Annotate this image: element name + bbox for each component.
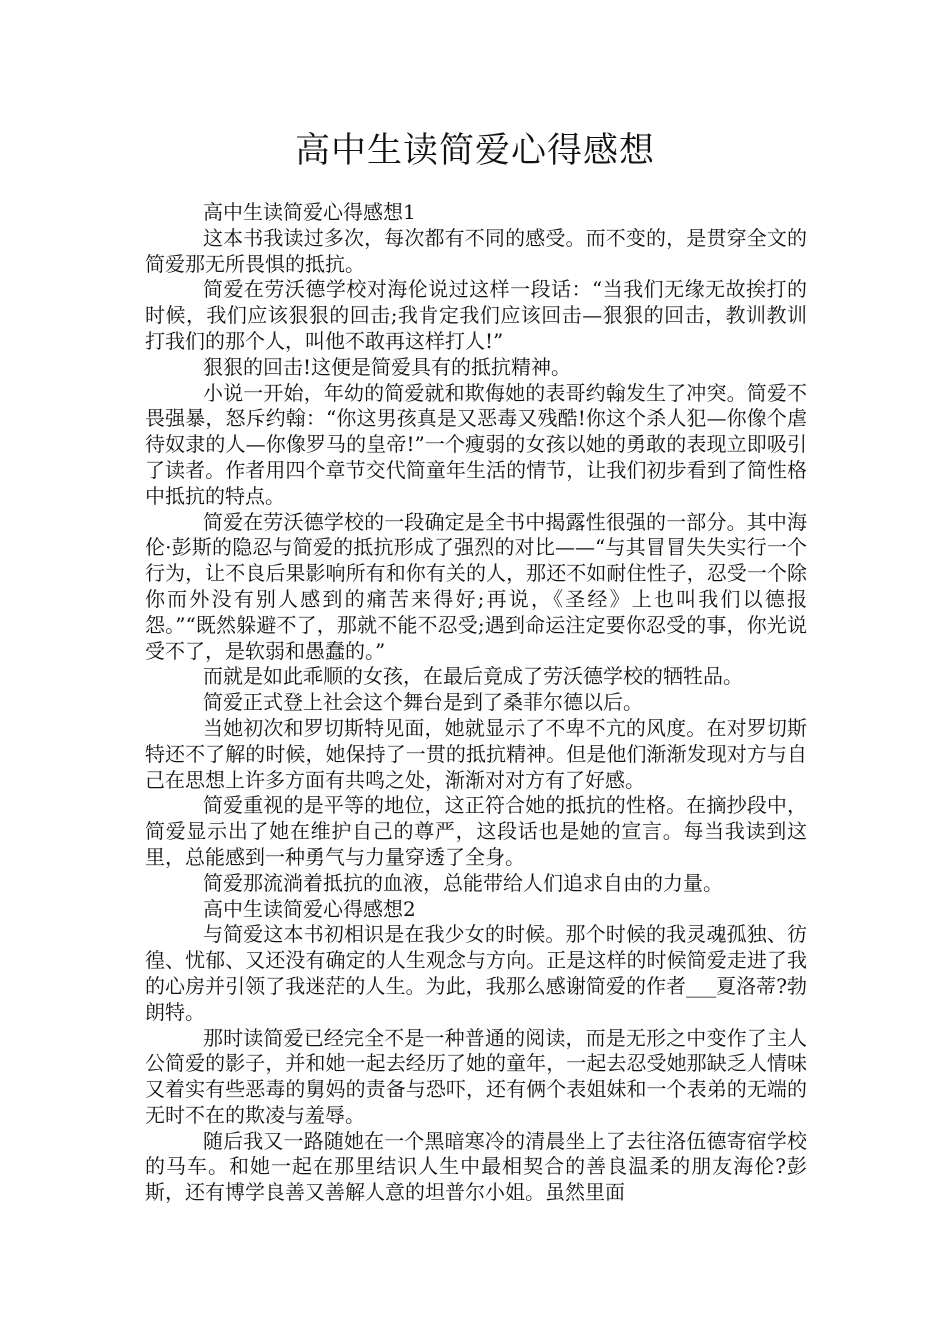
paragraph: 简爱在劳沃德学校对海伦说过这样一段话：“当我们无缘无故挨打的时候，我们应该狠狠的回击;我肯定我们应该回击—狠狠的回击，教训教训打我们的那个人，叫他不敢再这样打人!”	[145, 277, 807, 353]
page-title: 高中生读简爱心得感想	[294, 131, 655, 171]
section-heading-2: 高中生读简爱心得感想2	[203, 896, 416, 921]
paragraph: 随后我又一路随她在一个黑暗寒冷的清晨坐上了去往洛伍德寄宿学校的马车。和她一起在那里结识人生中最相契合的善良温柔的朋友海伦?彭斯，还有博学良善又善解人意的坦普尔小姐。虽然里面	[145, 1128, 807, 1205]
paragraph: 而就是如此乖顺的女孩，在最后竟成了劳沃德学校的牺牲品。	[203, 664, 743, 689]
paragraph: 小说一开始，年幼的简爱就和欺侮她的表哥约翰发生了冲突。简爱不畏强暴，怒斥约翰：“你这男孩真是又恶毒又残酷!你这个杀人犯—你像个虐待奴隶的人—你像罗马的皇帝!”一个瘦弱的女孩以她的勇敢的表现立即吸引了读者。作者用四个章节交代简童年生活的情节，让我们初步看到了简性格中抵抗的特点。	[145, 380, 807, 508]
paragraph: 这本书我读过多次，每次都有不同的感受。而不变的，是贯穿全文的简爱那无所畏惧的抵抗。	[145, 225, 807, 276]
paragraph: 当她初次和罗切斯特见面，她就显示了不卑不亢的风度。在对罗切斯特还不了解的时候，她保持了一贯的抵抗精神。但是他们渐渐发现对方与自己在思想上许多方面有共鸣之处，渐渐对对方有了好感。	[145, 715, 807, 792]
paragraph: 简爱那流淌着抵抗的血液，总能带给人们追求自由的力量。	[203, 870, 723, 895]
paragraph: 那时读简爱已经完全不是一种普通的阅读，而是无形之中变作了主人公简爱的影子，并和她一起去经历了她的童年，一起去忍受她那缺乏人情味又着实有些恶毒的舅妈的责备与恐吓，还有俩个表姐妹和一个表弟的无端的无时不在的欺凌与羞辱。	[145, 1025, 807, 1127]
section-heading-1: 高中生读简爱心得感想1	[203, 200, 416, 224]
paragraph: 狠狠的回击!这便是简爱具有的抵抗精神。	[203, 354, 572, 379]
paragraph: 简爱重视的是平等的地位，这正符合她的抵抗的性格。在摘抄段中，简爱显示出了她在维护自己的尊严，这段话也是她的宣言。每当我读到这里，总能感到一种勇气与力量穿透了全身。	[145, 793, 807, 869]
paragraph: 简爱在劳沃德学校的一段确定是全书中揭露性很强的一部分。其中海伦·彭斯的隐忍与简爱的抵抗形成了强烈的对比——“与其冒冒失失实行一个行为，让不良后果影响所有和你有关的人，那还不如耐住性子，忍受一个除你而外没有别人感到的痛苦来得好;再说，《圣经》上也叫我们以德报怨。”“既然躲避不了，那就不能不忍受;遇到命运注定要你忍受的事，你光说受不了，是软弱和愚蠢的。”	[145, 509, 807, 663]
paragraph: 与简爱这本书初相识是在我少女的时候。那个时候的我灵魂孤独、彷徨、忧郁、又还没有确定的人生观念与方向。正是这样的时候简爱走进了我的心房并引领了我迷茫的人生。为此，我那么感谢简爱的作者___夏洛蒂?勃朗特。	[145, 922, 807, 1024]
document-body	[145, 200, 807, 1206]
paragraph: 简爱正式登上社会这个舞台是到了桑菲尔德以后。	[203, 690, 643, 715]
